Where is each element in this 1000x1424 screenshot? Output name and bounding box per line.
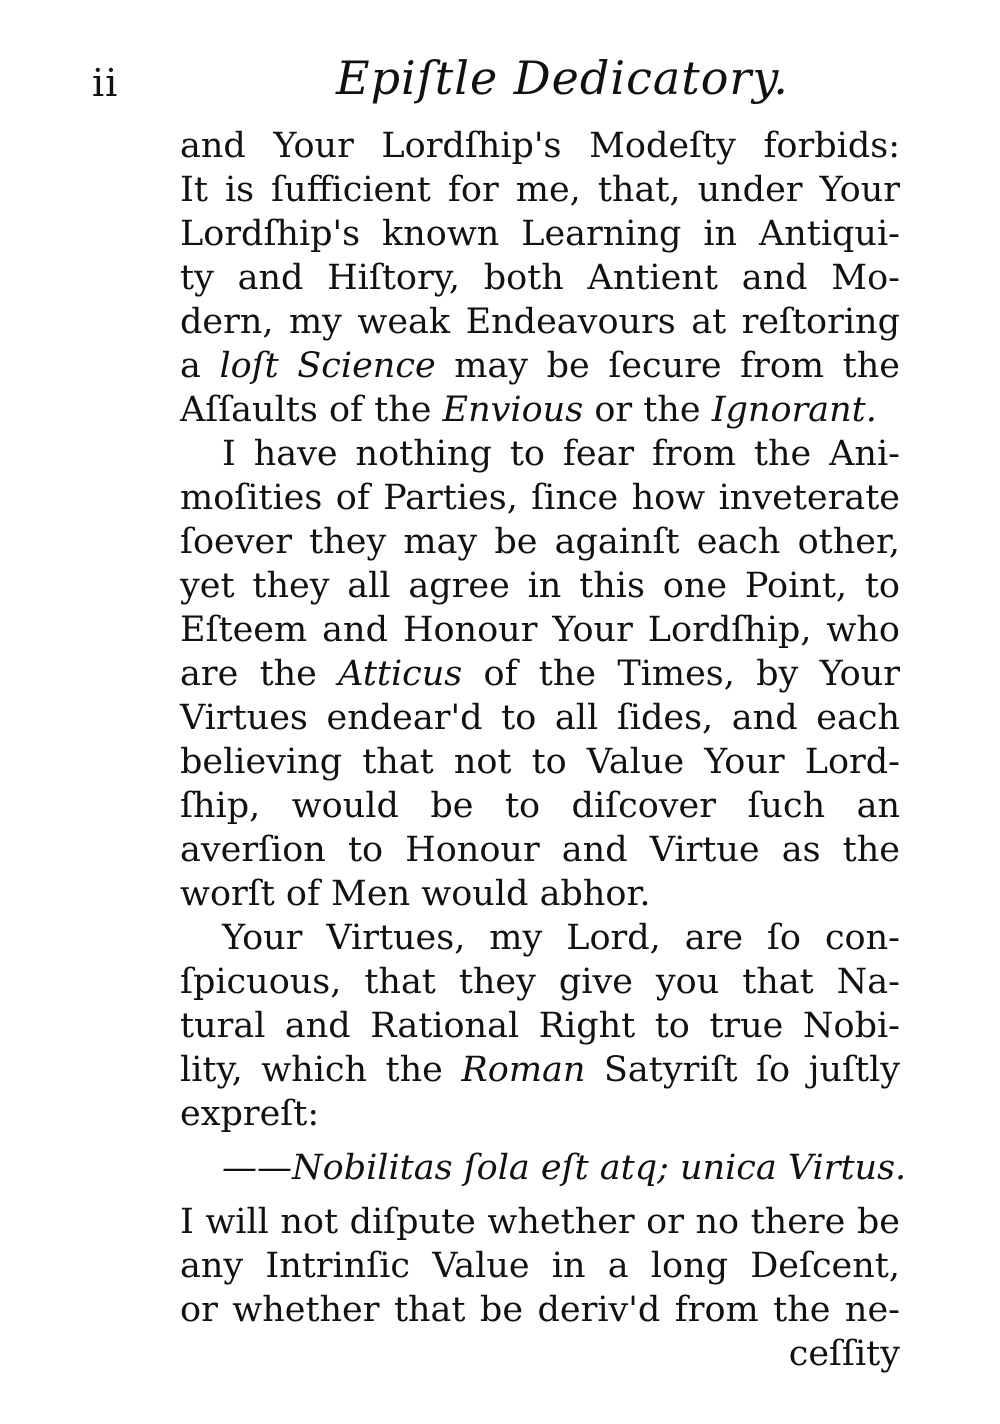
text-line: worſt of Men would abhor. (180, 874, 651, 914)
italic-phrase: loſt Science (219, 346, 436, 386)
text-line (180, 344, 900, 388)
text-line: ſhip, would be to diſcover ſuch an (180, 786, 900, 826)
text-line: Virtues endear'd to all ſides, and each (180, 698, 900, 738)
text-span: may be ſecure from the (435, 346, 900, 386)
text-line: Eſteem and Honour Your Lordſhip, who (180, 610, 900, 650)
text-line: Lordſhip's known Learning in Antiqui- (180, 214, 900, 254)
text-line: ty and Hiſtory, both Antient and Mo- (180, 258, 900, 298)
text-line: ſoever they may be againſt each other, (180, 522, 900, 562)
text-span: a (180, 346, 220, 386)
italic-phrase: Roman (461, 1050, 586, 1090)
text-line: any Intrinſic Value in a long Deſcent, (180, 1246, 900, 1286)
text-line: It is ſufficient for me, that, under Your (180, 170, 900, 210)
text-line: moſities of Parties, ſince how inveterate (180, 478, 900, 518)
text-line: I will not diſpute whether or no there be (180, 1202, 900, 1242)
running-title: Epiſtle Dedicatory. (336, 51, 789, 105)
catchword: ceſſity (788, 1334, 900, 1374)
text-span: Aſſaults of the (180, 390, 443, 430)
text-line (180, 1048, 900, 1092)
text-line: or whether that be deriv'd from the ne- (180, 1290, 900, 1330)
latin-quotation: ——Nobilitas ſola eſt atq; unica Virtus. (222, 1148, 907, 1188)
paragraph-first-line: I have nothing to fear from the Ani- (222, 434, 900, 474)
text-line: ſpicuous, that they give you that Na- (180, 962, 900, 1002)
paragraph-first-line: Your Virtues, my Lord, are ſo con- (222, 918, 900, 958)
italic-phrase: Envious (442, 390, 584, 430)
text-span: are the (180, 654, 339, 694)
text-line: tural and Rational Right to true Nobi- (180, 1006, 900, 1046)
text-line: and Your Lordſhip's Modeſty forbids: (180, 126, 900, 166)
text-line: averſion to Honour and Virtue as the (180, 830, 900, 870)
text-span: of the Times, by Your (462, 654, 900, 694)
text-span: Satyriſt ſo juſtly (585, 1050, 900, 1090)
text-line: dern, my weak Endeavours at reſtoring (180, 302, 900, 342)
page-number: ii (92, 61, 119, 105)
text-line (180, 388, 900, 432)
text-span: or the (583, 390, 712, 430)
text-line: expreſt: (180, 1094, 320, 1134)
text-line: yet they all agree in this one Point, to (180, 566, 900, 606)
text-span: lity, which the (180, 1050, 462, 1090)
text-line: believing that not to Value Your Lord- (180, 742, 900, 782)
italic-phrase: Ignorant. (711, 390, 877, 430)
italic-phrase: Atticus (338, 654, 463, 694)
text-line (180, 652, 900, 696)
